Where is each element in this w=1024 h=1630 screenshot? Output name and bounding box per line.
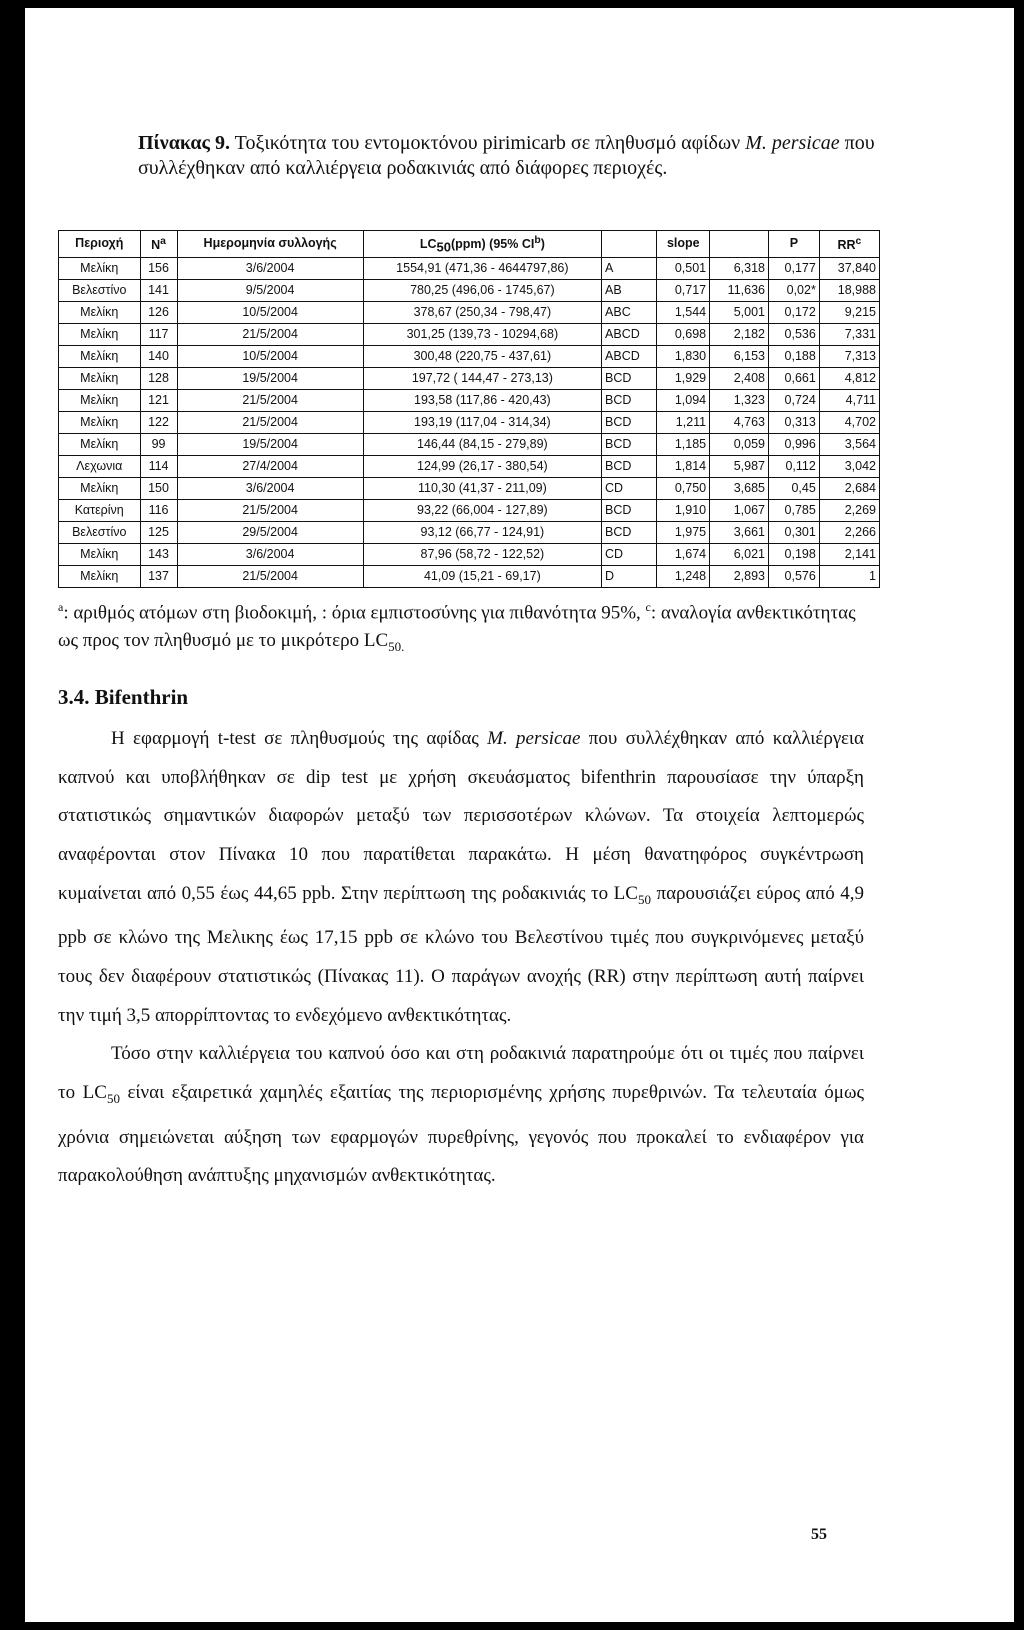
- cell-chi: 6,318: [710, 257, 769, 279]
- cell-date: 21/5/2004: [177, 389, 363, 411]
- header-p: P: [768, 231, 819, 258]
- cell-date: 21/5/2004: [177, 411, 363, 433]
- cell-lc: 193,19 (117,04 - 314,34): [363, 411, 601, 433]
- cell-area: Μελίκη: [59, 367, 141, 389]
- cell-p: 0,785: [768, 499, 819, 521]
- table-header-row: [59, 231, 880, 258]
- header-date: Ημερομηνία συλλογής: [177, 231, 363, 258]
- table-row: [59, 257, 880, 279]
- cell-date: 3/6/2004: [177, 543, 363, 565]
- cell-chi: 3,661: [710, 521, 769, 543]
- cell-chi: 2,408: [710, 367, 769, 389]
- cell-n: 125: [140, 521, 177, 543]
- cell-group: A: [602, 257, 657, 279]
- cell-p: 0,661: [768, 367, 819, 389]
- cell-p: 0,198: [768, 543, 819, 565]
- cell-area: Βελεστίνο: [59, 521, 141, 543]
- cell-chi: 1,323: [710, 389, 769, 411]
- cell-group: BCD: [602, 433, 657, 455]
- cell-slope: 1,910: [657, 499, 710, 521]
- cell-chi: 5,001: [710, 301, 769, 323]
- cell-slope: 1,094: [657, 389, 710, 411]
- cell-area: Μελίκη: [59, 301, 141, 323]
- header-n: $N^a$: [140, 231, 177, 258]
- cell-lc: 197,72 ( 144,47 - 273,13): [363, 367, 601, 389]
- cell-group: BCD: [602, 499, 657, 521]
- caption-text-2: που συλλέχθηκαν από καλλιέργεια ροδακινιάς από διάφορες περιοχές.: [138, 132, 875, 179]
- caption-label: Πίνακας 9.: [138, 132, 230, 154]
- cell-p: 0,576: [768, 565, 819, 587]
- cell-chi: 6,021: [710, 543, 769, 565]
- cell-p: 0,112: [768, 455, 819, 477]
- cell-date: 19/5/2004: [177, 433, 363, 455]
- cell-rr: 3,564: [819, 433, 879, 455]
- cell-rr: 2,684: [819, 477, 879, 499]
- caption-text-1: Τοξικότητα του εντομοκτόνου pirimicarb σε πληθυσμό αφίδων: [229, 132, 746, 154]
- cell-p: 0,996: [768, 433, 819, 455]
- cell-date: 27/4/2004: [177, 455, 363, 477]
- table-caption: [138, 131, 898, 181]
- table-row: [59, 367, 880, 389]
- table-row: [59, 389, 880, 411]
- table-row: [59, 521, 880, 543]
- paragraph-1-species: M. persicae: [487, 728, 581, 749]
- cell-p: 0,02*: [768, 279, 819, 301]
- cell-area: Μελίκη: [59, 477, 141, 499]
- cell-lc: 301,25 (139,73 - 10294,68): [363, 323, 601, 345]
- cell-slope: 1,248: [657, 565, 710, 587]
- cell-lc: 146,44 (84,15 - 279,89): [363, 433, 601, 455]
- cell-date: 21/5/2004: [177, 565, 363, 587]
- body-text: [58, 720, 864, 1196]
- cell-rr: 3,042: [819, 455, 879, 477]
- cell-lc: 378,67 (250,34 - 798,47): [363, 301, 601, 323]
- cell-p: 0,536: [768, 323, 819, 345]
- cell-p: 0,177: [768, 257, 819, 279]
- cell-group: BCD: [602, 367, 657, 389]
- cell-chi: 2,182: [710, 323, 769, 345]
- footnote-c-text: : αναλογία ανθεκτικότητας ως προς τον πληθυσμό με το μικρότερο LC: [58, 602, 856, 652]
- cell-n: 128: [140, 367, 177, 389]
- cell-slope: 1,929: [657, 367, 710, 389]
- cell-group: BCD: [602, 455, 657, 477]
- cell-n: 126: [140, 301, 177, 323]
- cell-date: 3/6/2004: [177, 257, 363, 279]
- document-page: [25, 8, 1014, 1622]
- cell-lc: 124,99 (26,17 - 380,54): [363, 455, 601, 477]
- cell-p: 0,188: [768, 345, 819, 367]
- cell-slope: 1,830: [657, 345, 710, 367]
- cell-chi: 5,987: [710, 455, 769, 477]
- cell-rr: 1: [819, 565, 879, 587]
- cell-date: 29/5/2004: [177, 521, 363, 543]
- cell-rr: 18,988: [819, 279, 879, 301]
- cell-p: 0,313: [768, 411, 819, 433]
- table-row: [59, 433, 880, 455]
- cell-date: 21/5/2004: [177, 323, 363, 345]
- header-chi: [710, 231, 769, 258]
- cell-slope: 1,211: [657, 411, 710, 433]
- cell-lc: 780,25 (496,06 - 1745,67): [363, 279, 601, 301]
- cell-area: Μελίκη: [59, 411, 141, 433]
- cell-date: 10/5/2004: [177, 345, 363, 367]
- table-row: [59, 345, 880, 367]
- table-row: [59, 323, 880, 345]
- footnote-c-mark: c: [645, 600, 651, 614]
- cell-lc: 87,96 (58,72 - 122,52): [363, 543, 601, 565]
- cell-slope: 1,814: [657, 455, 710, 477]
- cell-lc: 41,09 (15,21 - 69,17): [363, 565, 601, 587]
- cell-rr: 7,331: [819, 323, 879, 345]
- cell-group: BCD: [602, 389, 657, 411]
- cell-area: Λεχωνια: [59, 455, 141, 477]
- cell-date: 21/5/2004: [177, 499, 363, 521]
- cell-chi: 3,685: [710, 477, 769, 499]
- cell-date: 19/5/2004: [177, 367, 363, 389]
- cell-chi: 6,153: [710, 345, 769, 367]
- footnote-c-sub: 50.: [388, 639, 405, 655]
- cell-n: 122: [140, 411, 177, 433]
- cell-p: 0,45: [768, 477, 819, 499]
- caption-species: M. persicae: [745, 132, 840, 154]
- footnote-a-mark: a: [58, 600, 64, 614]
- cell-area: Μελίκη: [59, 345, 141, 367]
- cell-date: 9/5/2004: [177, 279, 363, 301]
- cell-rr: 4,702: [819, 411, 879, 433]
- table-body: [59, 257, 880, 587]
- cell-n: 143: [140, 543, 177, 565]
- cell-n: 156: [140, 257, 177, 279]
- cell-rr: 2,266: [819, 521, 879, 543]
- table-row: [59, 455, 880, 477]
- cell-rr: 4,812: [819, 367, 879, 389]
- cell-date: 10/5/2004: [177, 301, 363, 323]
- cell-date: 3/6/2004: [177, 477, 363, 499]
- cell-area: Μελίκη: [59, 565, 141, 587]
- table-row: [59, 543, 880, 565]
- cell-area: Μελίκη: [59, 543, 141, 565]
- table-row: [59, 477, 880, 499]
- cell-n: 114: [140, 455, 177, 477]
- table-row: [59, 499, 880, 521]
- cell-chi: 1,067: [710, 499, 769, 521]
- cell-group: CD: [602, 543, 657, 565]
- cell-group: CD: [602, 477, 657, 499]
- cell-group: BCD: [602, 411, 657, 433]
- cell-slope: 0,501: [657, 257, 710, 279]
- footnote-a-text: : αριθμός ατόμων στη βιοδοκιμή, : όρια εμπιστοσύνης για πιθανότητα 95%,: [63, 602, 646, 624]
- cell-rr: 2,269: [819, 499, 879, 521]
- cell-slope: 1,544: [657, 301, 710, 323]
- cell-slope: 0,717: [657, 279, 710, 301]
- cell-lc: 93,12 (66,77 - 124,91): [363, 521, 601, 543]
- cell-n: 121: [140, 389, 177, 411]
- cell-lc: 110,30 (41,37 - 211,09): [363, 477, 601, 499]
- toxicity-table: [58, 230, 880, 588]
- cell-group: ABCD: [602, 323, 657, 345]
- table-row: [59, 411, 880, 433]
- cell-area: Κατερίνη: [59, 499, 141, 521]
- paragraph-1: Η εφαρμογή t-test σε πληθυσμούς της αφίδας M. persicae που συλλέχθηκαν από καλλιέργεια καπνού και υποβλήθηκαν σε dip test με χρήση σκευάσματος bifenthrin παρουσίασε την ύπαρξη στατιστικώς σημαντικών διαφορών μεταξύ των περισσοτέρων κλώνων. Τα στοιχεία λεπτομερώς αναφέρονται στον Πίνακα 10 που παρατίθεται παρακάτω. Η μέση θανατηφόρος συγκέντρωση κυμαίνεται από 0,55 έως 44,65 ppb. Στην περίπτωση της ροδακινιάς το $LC_{50}$ παρουσιάζει εύρος από 4,9 ppb σε κλώνο της Μελικης έως 17,15 ppb σε κλώνο του Βελεστίνου τιμές που συγκρινόμενες μεταξύ τους δεν διαφέρουν στατιστικώς (Πίνακας 11). Ο παράγων ανοχής (RR) στην περίπτωση αυτή παίρνει την τιμή 3,5 απορρίπτοντας το ενδεχόμενο ανθεκτικότητας.: [58, 728, 865, 1026]
- table-row: [59, 565, 880, 587]
- table-footnote: [58, 593, 878, 661]
- cell-chi: 2,893: [710, 565, 769, 587]
- header-area: Περιοχή: [59, 231, 141, 258]
- cell-group: AB: [602, 279, 657, 301]
- page-number: 55: [811, 1526, 827, 1543]
- cell-n: 150: [140, 477, 177, 499]
- cell-slope: 1,674: [657, 543, 710, 565]
- cell-area: Βελεστίνο: [59, 279, 141, 301]
- cell-n: 137: [140, 565, 177, 587]
- cell-n: 141: [140, 279, 177, 301]
- cell-lc: 193,58 (117,86 - 420,43): [363, 389, 601, 411]
- cell-chi: 4,763: [710, 411, 769, 433]
- cell-rr: 4,711: [819, 389, 879, 411]
- cell-n: 117: [140, 323, 177, 345]
- cell-rr: 7,313: [819, 345, 879, 367]
- cell-rr: 9,215: [819, 301, 879, 323]
- cell-rr: 2,141: [819, 543, 879, 565]
- cell-p: 0,301: [768, 521, 819, 543]
- header-rr: $RR^c$: [819, 231, 879, 258]
- cell-area: Μελίκη: [59, 257, 141, 279]
- cell-lc: 1554,91 (471,36 - 4644797,86): [363, 257, 601, 279]
- cell-chi: 0,059: [710, 433, 769, 455]
- cell-area: Μελίκη: [59, 433, 141, 455]
- table-row: [59, 301, 880, 323]
- cell-p: 0,724: [768, 389, 819, 411]
- cell-n: 99: [140, 433, 177, 455]
- table-row: [59, 279, 880, 301]
- cell-p: 0,172: [768, 301, 819, 323]
- cell-group: ABCD: [602, 345, 657, 367]
- header-lc50: $LC_{50}(ppm)$ (95% $CI^b$): [363, 231, 601, 258]
- cell-slope: 0,750: [657, 477, 710, 499]
- cell-slope: 1,975: [657, 521, 710, 543]
- cell-n: 116: [140, 499, 177, 521]
- cell-slope: 0,698: [657, 323, 710, 345]
- cell-lc: 300,48 (220,75 - 437,61): [363, 345, 601, 367]
- cell-lc: 93,22 (66,004 - 127,89): [363, 499, 601, 521]
- cell-group: D: [602, 565, 657, 587]
- header-slope: slope: [657, 231, 710, 258]
- cell-group: BCD: [602, 521, 657, 543]
- paragraph-2: Τόσο στην καλλιέργεια του καπνού όσο και στη ροδακινιά παρατηρούμε ότι οι τιμές που παίρνει το $LC_{50}$ είναι εξαιρετικά χαμηλές εξαιτίας της περιορισμένης χρήσης πυρεθρινών. Τα τελευταία όμως χρόνια σημειώνεται αύξηση των εφαρμογών πυρεθρίνης, γεγονός που προκαλεί το ενδιαφέρον για παρακολούθηση ανάπτυξης μηχανισμών ανθεκτικότητας.: [58, 1043, 864, 1187]
- header-group: [602, 231, 657, 258]
- cell-slope: 1,185: [657, 433, 710, 455]
- section-heading: 3.4. Bifenthrin: [58, 685, 189, 709]
- cell-group: ABC: [602, 301, 657, 323]
- cell-area: Μελίκη: [59, 389, 141, 411]
- cell-n: 140: [140, 345, 177, 367]
- cell-chi: 11,636: [710, 279, 769, 301]
- cell-area: Μελίκη: [59, 323, 141, 345]
- cell-rr: 37,840: [819, 257, 879, 279]
